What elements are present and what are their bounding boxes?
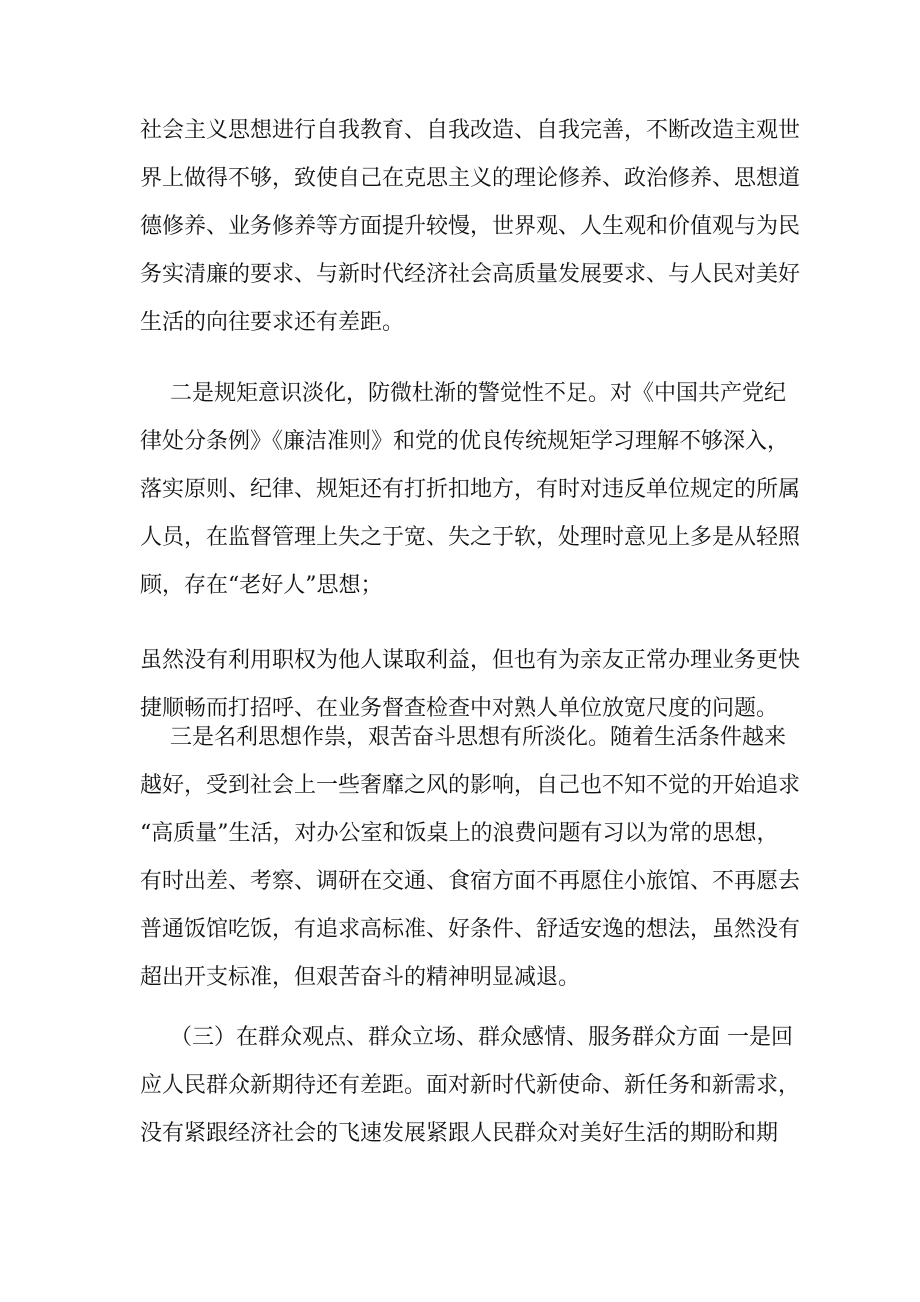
text-line: 生活的向往要求还有差距。: [140, 310, 405, 335]
paragraph-worldview: [140, 107, 800, 347]
text-line: 越好，受到社会上一些奢靡之风的影响，自己也不知不觉的开始追求: [140, 773, 801, 798]
text-line: 超出开支标准，但艰苦奋斗的精神明显减退。: [140, 965, 581, 990]
text-line: 社会主义思想进行自我教育、自我改造、自我完善，不断改造主观世: [140, 118, 801, 143]
text-line: 落实原则、纪律、规矩还有打折扣地方，有时对违反单位规定的所属: [140, 477, 801, 502]
paragraph-mass-line: [140, 1014, 800, 1158]
text-line: 人员，在监督管理上失之于宽、失之于软，处理时意见上多是从轻照: [140, 525, 801, 550]
text-line: 捷顺畅而打招呼、在业务督查检查中对熟人单位放宽尺度的问题。: [140, 696, 779, 721]
paragraph-fame-and-gain: [140, 714, 800, 1002]
text-line: 律处分条例》《廉洁准则》和党的优良传统规矩学习理解不够深入，: [140, 429, 790, 454]
text-line: 没有紧跟经济社会的飞速发展紧跟人民群众对美好生活的期盼和期: [140, 1121, 779, 1146]
text-line: 务实清廉的要求、与新时代经济社会高质量发展要求、与人民对美好: [140, 262, 801, 287]
text-line: 界上做得不够，致使自己在克思主义的理论修养、政治修养、思想道: [140, 166, 801, 191]
text-line: （三）在群众观点、群众立场、群众感情、服务群众方面 一是回: [170, 1025, 793, 1050]
text-line: 普通饭馆吃饭，有追求高标准、好条件、舒适安逸的想法，虽然没有: [140, 917, 801, 942]
text-line: “高质量”生活，对办公室和饭桌上的浪费问题有习以为常的思想，: [140, 821, 779, 846]
text-line: 应人民群众新期待还有差距。面对新时代新使命、新任务和新需求，: [140, 1073, 801, 1098]
text-line: 德修养、业务修养等方面提升较慢，世界观、人生观和价值观与为民: [140, 214, 801, 239]
paragraph-rules-awareness: [140, 370, 800, 610]
text-line: 三是名利思想作祟，艰苦奋斗思想有所淡化。随着生活条件越来: [170, 725, 787, 750]
text-line: 顾，存在“老好人”思想；: [140, 573, 383, 598]
text-line: 有时出差、考察、调研在交通、食宿方面不再愿住小旅馆、不再愿去: [140, 869, 801, 894]
text-line: 虽然没有利用职权为他人谋取利益，但也有为亲友正常办理业务更快: [140, 648, 801, 673]
text-line: 二是规矩意识淡化，防微杜渐的警觉性不足。对《中国共产党纪: [170, 381, 787, 406]
